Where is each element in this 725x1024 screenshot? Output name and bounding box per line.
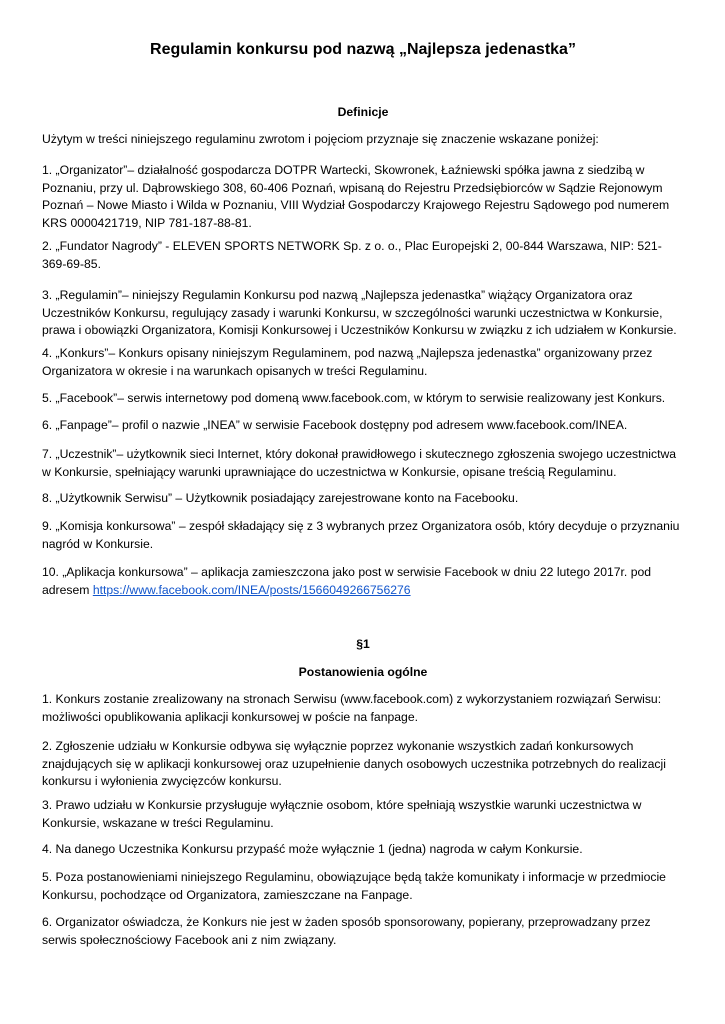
section1-item-1: 1. Konkurs zostanie zrealizowany na stronach Serwisu (www.facebook.com) z wykorzystaniem rozwiązań Serwisu: możliwości opublikowania aplikacji konkursowej w poście na fanpage. (42, 692, 662, 724)
definition-item-aplikacja-text: 10. „Aplikacja konkursowa” – aplikacja zamieszczona jako post w serwisie Facebook w dniu 22 lutego 2017r. pod adresem (42, 565, 652, 597)
definitions-heading: Definicje (337, 105, 389, 119)
section1-item-4: 4. Na danego Uczestnika Konkursu przypaść może wyłącznie 1 (jedna) nagroda w całym Konkursie. (42, 842, 583, 856)
section1-item-3: 3. Prawo udziału w Konkursie przysługuje wyłącznie osobom, które spełniają wszystkie warunki uczestnictwa w Konkursie, wskazane w treści Regulaminu. (42, 798, 642, 830)
definition-item-konkurs: 4. „Konkurs”– Konkurs opisany niniejszym Regulaminem, pod nazwą „Najlepsza jedenastka” organizowany przez Organizatora w okresie i na warunkach opisanych w treści Regulaminu. (42, 346, 653, 378)
section1-item-2: 2. Zgłoszenie udziału w Konkursie odbywa się wyłącznie poprzez wykonanie wszystkich zadań konkursowych znajdujących się w aplikacji konkursowej oraz uzupełnienie danych osobowych uczestnika potrzebnych do realizacji konkursu i wyłonienia zwycięzców konkursu. (42, 739, 666, 788)
definition-item-organizator: 1. „Organizator”– działalność gospodarcza DOTPR Wartecki, Skowronek, Łaźniewski spółka jawna z siedzibą w Poznaniu, przy ul. Dąbrowskiego 308, 60-406 Poznań, wpisaną do Rejestru Przedsiębiorców w Sądzie Rejonowym Poznań – Nowe Miasto i Wilda w Poznaniu, VIII Wydział Gospodarczy Krajowego Rejestru Sądowego pod numerem KRS 0000421719, NIP 781-187-88-81. (42, 163, 670, 230)
definition-item-regulamin: 3. „Regulamin”– niniejszy Regulamin Konkursu pod nazwą „Najlepsza jedenastka” wiążący Organizatora oraz Uczestników Konkursu, regulujący zasady i warunki Konkursu, w szczególności warunki uczestnictwa w Konkursie, prawa i obowiązki Organizatora, Komisji Konkursowej i Uczestników Konkursu w związku z ich udziałem w Konkursie. (42, 288, 677, 337)
definition-item-facebook: 5. „Facebook”– serwis internetowy pod domeną www.facebook.com, w którym to serwisie realizowany jest Konkurs. (42, 391, 666, 405)
definition-item-fanpage: 6. „Fanpage”– profil o nazwie „INEA” w serwisie Facebook dostępny pod adresem www.facebook.com/INEA. (42, 418, 628, 432)
definitions-intro: Użytym w treści niniejszego regulaminu zwrotom i pojęciom przyznaje się znaczenie wskazane poniżej: (42, 132, 599, 146)
definition-item-aplikacja (42, 564, 684, 599)
section1-number: §1 (356, 637, 370, 651)
definition-item-uzytkownik: 8. „Użytkownik Serwisu” – Użytkownik posiadający zarejestrowane konto na Facebooku. (42, 491, 519, 505)
section1-item-6: 6. Organizator oświadcza, że Konkurs nie jest w żaden sposób sponsorowany, popierany, przeprowadzany przez serwis społecznościowy Facebook ani z nim związany. (42, 915, 651, 947)
section1-heading: Postanowienia ogólne (298, 665, 428, 679)
aplikacja-post-link[interactable]: https://www.facebook.com/INEA/posts/1566049266756276 (92, 582, 411, 597)
document-title: Regulamin konkursu pod nazwą „Najlepsza jedenastka” (150, 41, 576, 58)
section1-item-5: 5. Poza postanowieniami niniejszego Regulaminu, obowiązujące będą także komunikaty i informacje w przedmiocie Konkursu, pochodzące od Organizatora, zamieszczane na Fanpage. (42, 870, 666, 902)
definition-item-uczestnik: 7. „Uczestnik”– użytkownik sieci Internet, który dokonał prawidłowego i skutecznego zgłoszenia swojego uczestnictwa w Konkursie, spełniający warunki uprawniające do uczestnictwa w Konkursie, opisane treścią Regulaminu. (42, 447, 677, 479)
definition-item-fundator: 2. „Fundator Nagrody” - ELEVEN SPORTS NETWORK Sp. z o. o., Plac Europejski 2, 00-844 Warszawa, NIP: 521-369-69-85. (42, 239, 662, 271)
definition-item-komisja: 9. „Komisja konkursowa” – zespół składający się z 3 wybranych przez Organizatora osób, który decyduje o przyznaniu nagród w Konkursie. (42, 519, 680, 551)
